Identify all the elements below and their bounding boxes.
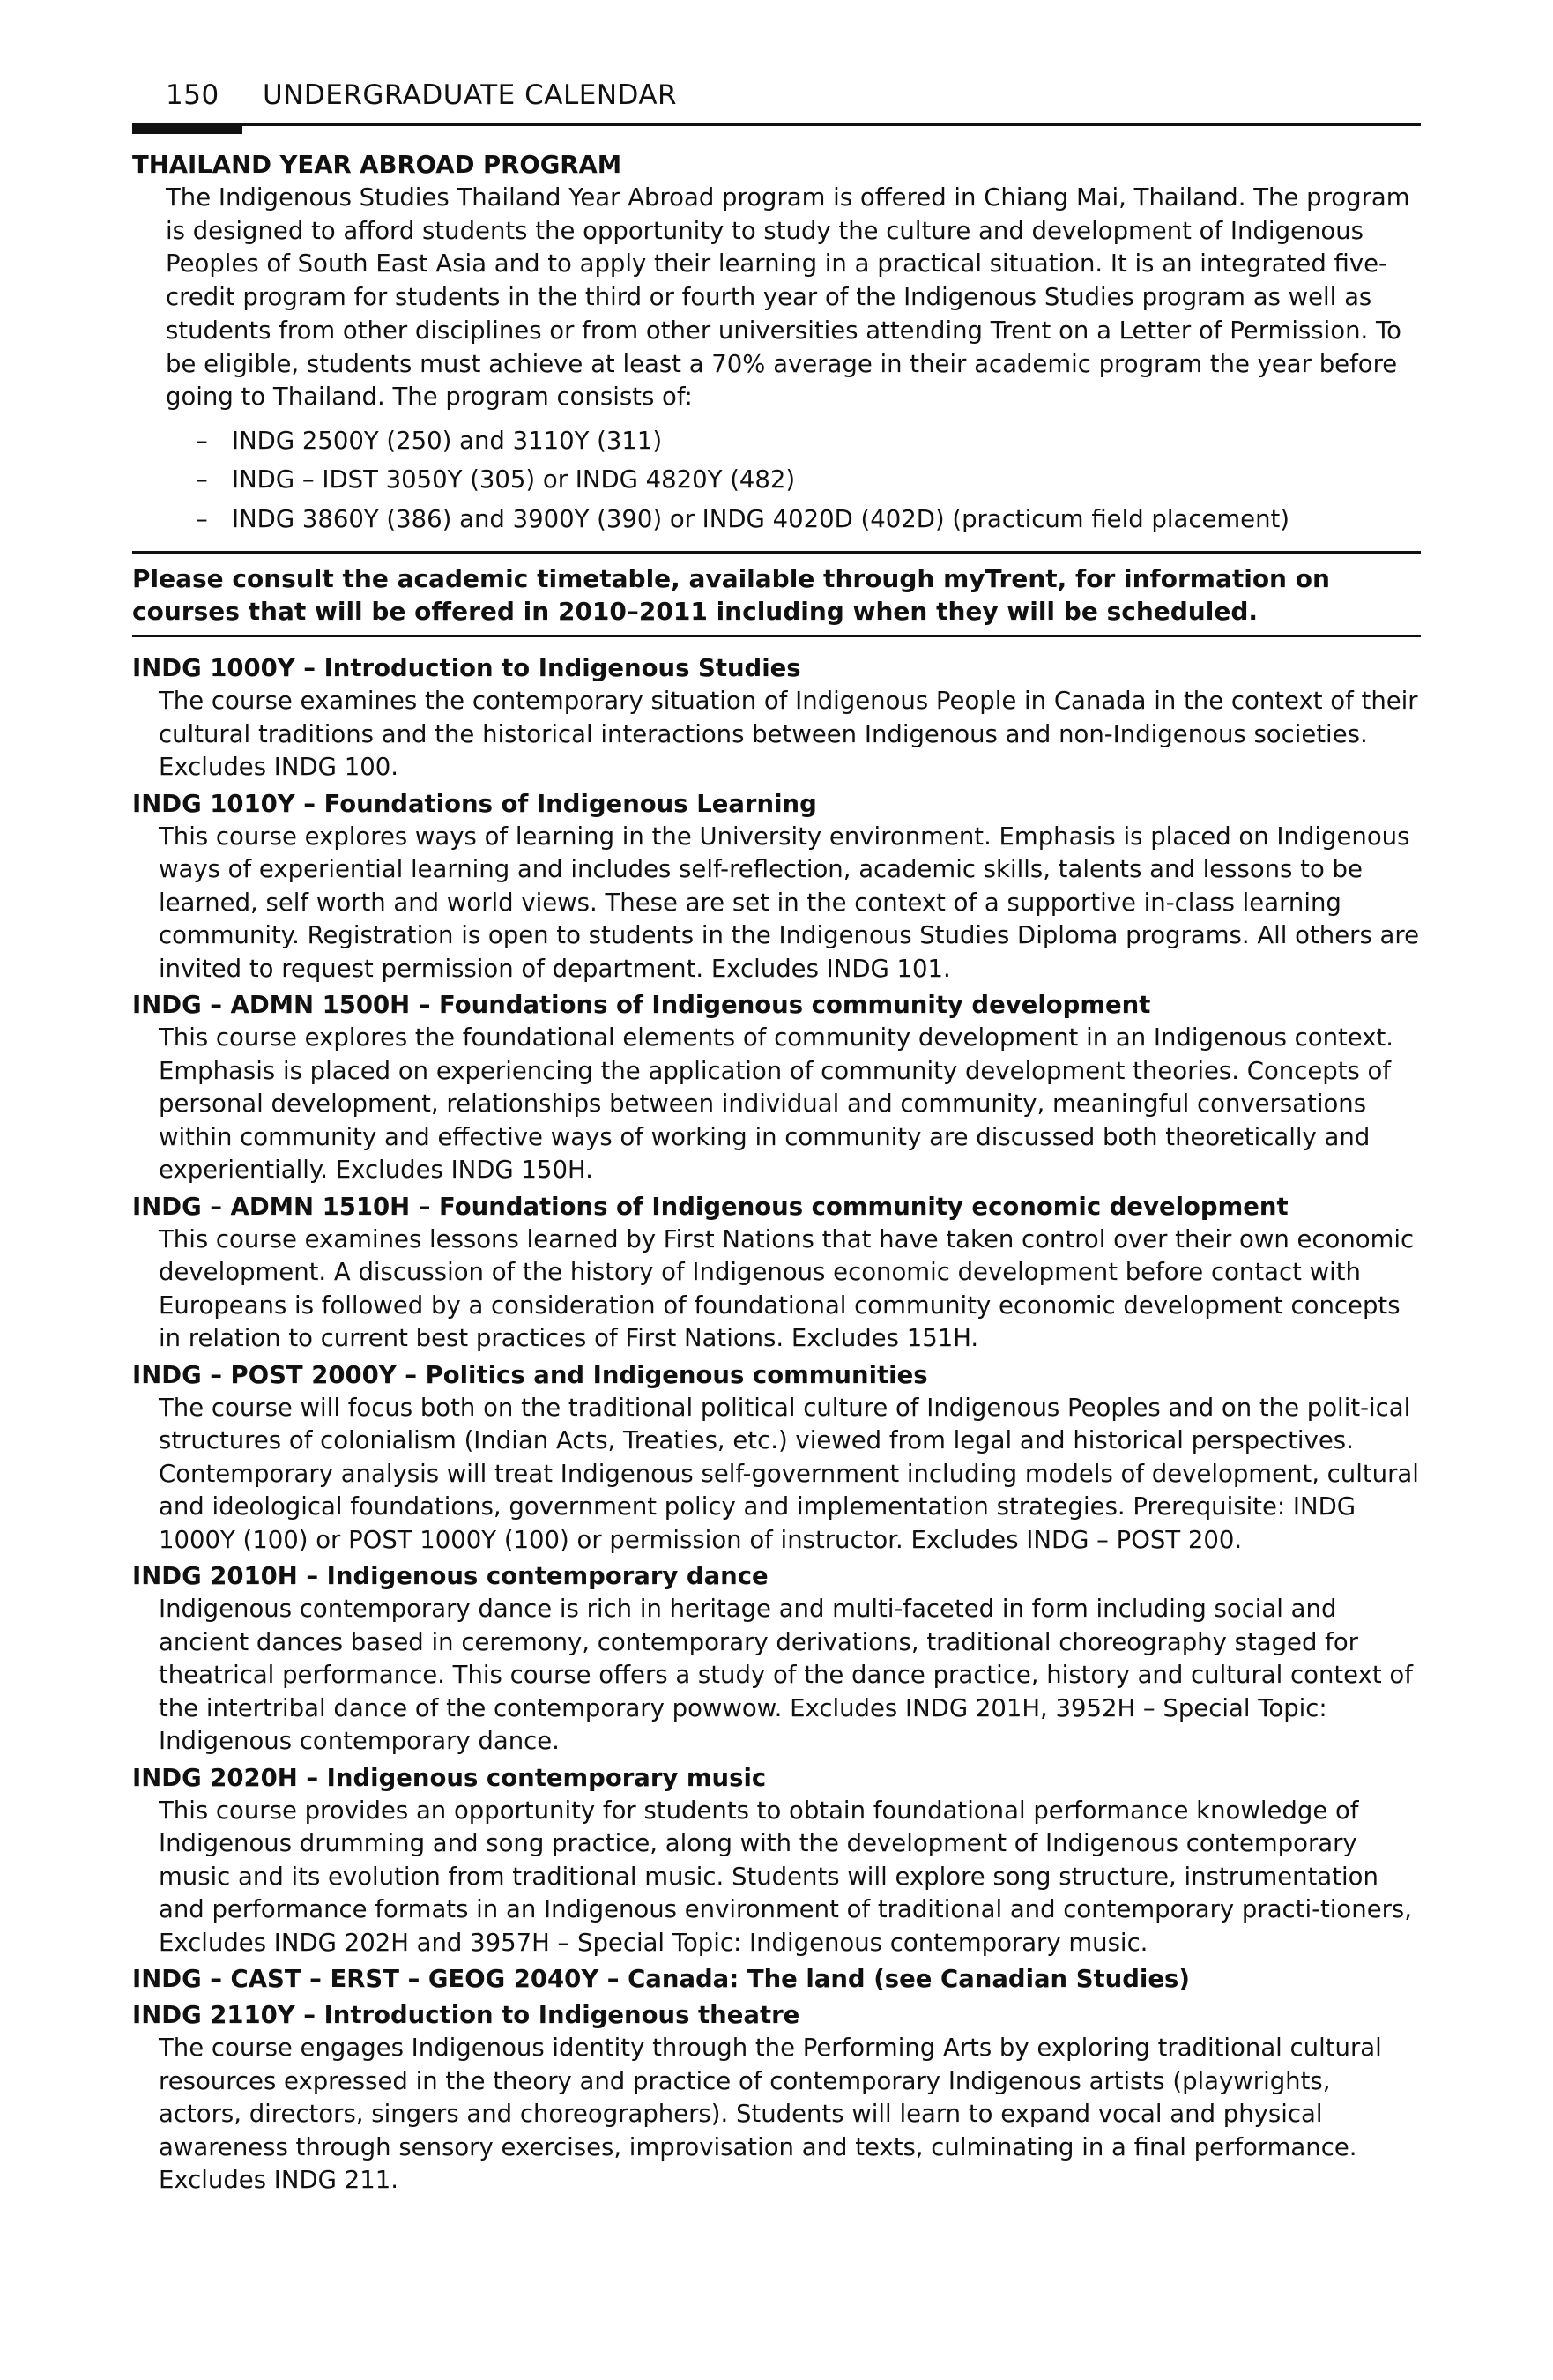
- course-description: This course explores ways of learning in the University environment. Emphasis is placed on Indigenous ways of experiential learning and includes self-reflection, academic skills, talents and lessons to be learned, self worth and world views. These are set in the context of a supportive in-class learning community. Registration is open to students in the Indigenous Studies Diploma programs. All others are invited to request permission of department. Excludes INDG 101.: [159, 822, 1419, 983]
- course-title: INDG – CAST – ERST – GEOG 2040Y – Canada: The land (see Canadian Studies): [132, 1965, 1190, 1994]
- list-item: [132, 500, 1421, 539]
- course-entry: [132, 1761, 1421, 1960]
- course-title: INDG 2010H – Indigenous contemporary dance: [132, 1562, 769, 1591]
- header-rule: [132, 123, 1421, 126]
- dash-marker: –: [196, 504, 208, 533]
- thailand-section: [132, 148, 1421, 539]
- course-entry: [132, 1998, 1421, 2198]
- dash-marker: –: [196, 426, 208, 455]
- page-header: [132, 72, 1421, 129]
- course-description: The course examines the contemporary situation of Indigenous People in Canada in the context of their cultural traditions and the historical interactions between Indigenous and non-Indigenous societies. Excludes INDG 100.: [159, 687, 1418, 782]
- course-title: INDG 2110Y – Introduction to Indigenous theatre: [132, 2001, 800, 2030]
- list-item-text: INDG – IDST 3050Y (305) or INDG 4820Y (482): [232, 465, 796, 495]
- course-description: This course provides an opportunity for students to obtain foundational performance knowledge of Indigenous drumming and song practice, along with the development of Indigenous contemporary music and its evolution from traditional music. Students will explore song structure, instrumentation and performance formats in an Indigenous environment of traditional and contemporary practi-tioners, Excludes INDG 202H and 3957H – Special Topic: Indigenous contemporary music.: [159, 1796, 1412, 1957]
- dash-marker: –: [196, 465, 208, 495]
- section-body: The Indigenous Studies Thailand Year Abroad program is offered in Chiang Mai, Thailand. The program is designed to afford students the opportunity to study the culture and development of Indigenous Peoples of South East Asia and to apply their learning in a practical situation. It is an integrated five-credit program for students in the third or fourth year of the Indigenous Studies program as well as students from other disciplines or from other universities attending Trent on a Letter of Permission. To be eligible, students must achieve at least a 70% average in their academic program the year before going to Thailand. The program consists of:: [166, 183, 1410, 412]
- page-number: 150: [166, 79, 219, 111]
- course-title: INDG 1010Y – Foundations of Indigenous Learning: [132, 789, 817, 818]
- list-item: [132, 421, 1421, 461]
- timetable-notice: [132, 551, 1421, 637]
- course-description: The course will focus both on the traditional political culture of Indigenous Peoples and on the polit-ical structures of colonialism (Indian Acts, Treaties, etc.) viewed from legal and historical perspectives. Contemporary analysis will treat Indigenous self-government including models of development, cultural and ideological foundations, government policy and implementation strategies. Prerequisite: INDG 1000Y (100) or POST 1000Y (100) or permission of instructor. Excludes INDG – POST 200.: [159, 1393, 1419, 1554]
- program-list: [132, 421, 1421, 539]
- header-tab-bar: [132, 123, 242, 134]
- list-item: [132, 460, 1421, 500]
- course-list: [132, 651, 1421, 2198]
- section-title: THAILAND YEAR ABROAD PROGRAM: [132, 151, 622, 179]
- course-entry: [132, 787, 1421, 986]
- course-description: The course engages Indigenous identity through the Performing Arts by exploring traditional cultural resources expressed in the theory and practice of contemporary Indigenous artists (playwrights, actors, directors, singers and choreographers). Students will learn to expand vocal and physical awareness through sensory exercises, improvisation and texts, culminating in a final performance. Excludes INDG 211.: [159, 2034, 1382, 2195]
- course-description: This course explores the foundational elements of community development in an Indigenous context. Emphasis is placed on experiencing the application of community development theories. Concepts of personal development, relationships between individual and community, meaningful conversations within community and effective ways of working in community are discussed both theoretically and experientially. Excludes INDG 150H.: [159, 1023, 1394, 1185]
- course-title: INDG 2020H – Indigenous contemporary music: [132, 1763, 767, 1792]
- course-entry: [132, 651, 1421, 785]
- course-entry: [132, 988, 1421, 1187]
- course-title: INDG – ADMN 1500H – Foundations of Indigenous community development: [132, 991, 1151, 1020]
- course-title: INDG 1000Y – Introduction to Indigenous Studies: [132, 654, 801, 683]
- calendar-page: [132, 72, 1421, 2200]
- list-item-text: INDG 2500Y (250) and 3110Y (311): [232, 426, 663, 455]
- course-title: INDG – POST 2000Y – Politics and Indigenous communities: [132, 1360, 928, 1389]
- course-description: This course examines lessons learned by First Nations that have taken control over their own economic development. A discussion of the history of Indigenous economic development before contact with Europeans is followed by a consideration of foundational community economic development concepts in relation to current best practices of First Nations. Excludes 151H.: [159, 1224, 1415, 1353]
- course-entry: [132, 1962, 1421, 1996]
- list-item-text: INDG 3860Y (386) and 3900Y (390) or INDG 4020D (402D) (practicum field placement): [232, 504, 1290, 533]
- notice-text: Please consult the academic timetable, available through myTrent, for information on courses that will be offered in 2010–2011 including when they will be scheduled.: [132, 564, 1330, 627]
- course-entry: [132, 1358, 1421, 1558]
- running-title: UNDERGRADUATE CALENDAR: [263, 79, 678, 111]
- course-entry: [132, 1190, 1421, 1356]
- course-description: Indigenous contemporary dance is rich in heritage and multi-faceted in form including social and ancient dances based in ceremony, contemporary derivations, traditional choreography staged for theatrical performance. This course offers a study of the dance practice, history and cultural context of the intertribal dance of the contemporary powwow. Excludes INDG 201H, 3952H – Special Topic: Indigenous contemporary dance.: [159, 1595, 1413, 1756]
- course-entry: [132, 1559, 1421, 1759]
- course-title: INDG – ADMN 1510H – Foundations of Indigenous community economic development: [132, 1192, 1289, 1221]
